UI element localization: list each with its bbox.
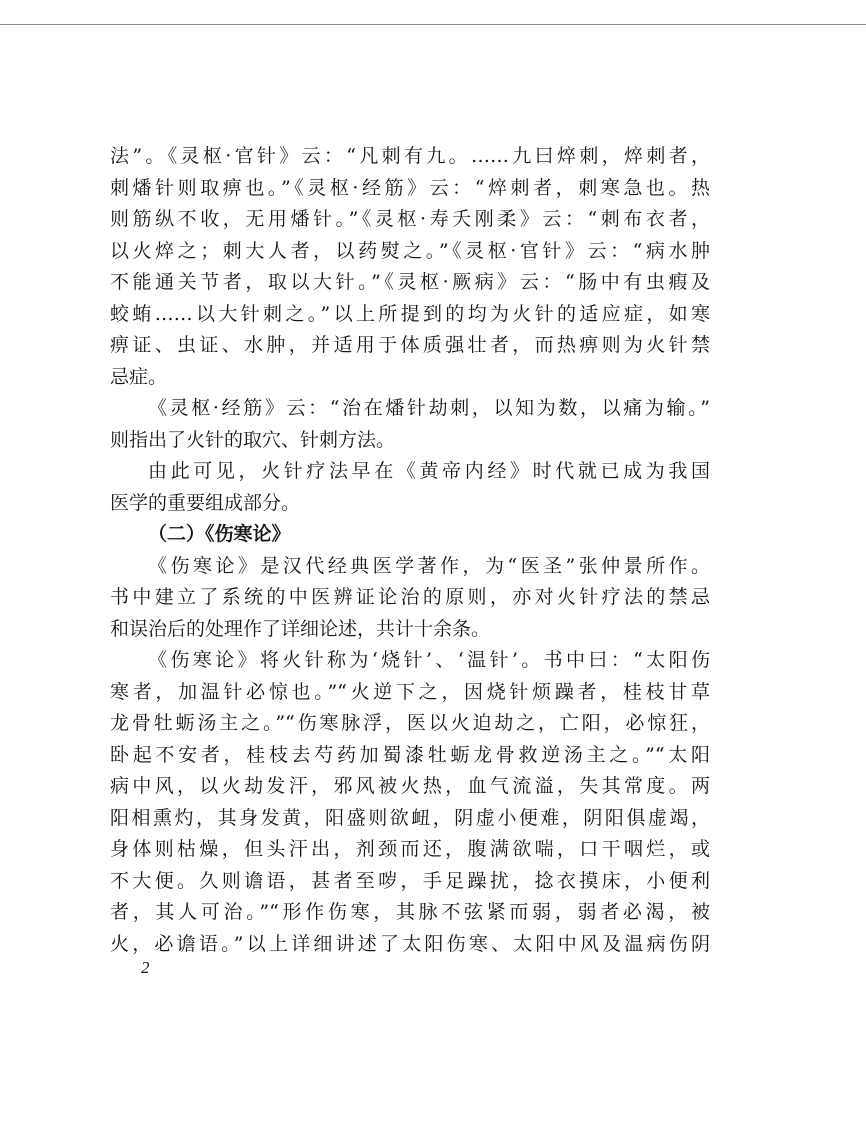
text-line: 法”。《灵枢·官针》云：“凡刺有九。……九曰焠刺，焠刺者， bbox=[110, 145, 710, 167]
text-line: 忌症。 bbox=[110, 365, 168, 388]
text-line: 卧起不安者，桂枝去芍药加蜀漆牡蛎龙骨救逆汤主之。”“太阳 bbox=[110, 743, 710, 766]
text-line: 书中建立了系统的中医辨证论治的原则，亦对火针疗法的禁忌 bbox=[110, 586, 710, 608]
section-heading: （二）《伤寒论》 bbox=[148, 523, 291, 545]
text-line: 病中风，以火劫发汗，邪风被火热，血气流溢，失其常度。两 bbox=[110, 775, 710, 797]
text-line: 龙骨牡蛎汤主之。”“伤寒脉浮，医以火迫劫之，亡阳，必惊狂， bbox=[110, 712, 710, 734]
text-line: 者，其人可治。”“形作伤寒，其脉不弦紧而弱，弱者必渴，被 bbox=[110, 901, 710, 923]
text-line: 寒者，加温针必惊也。”“火逆下之，因烧针烦躁者，桂枝甘草 bbox=[110, 680, 710, 703]
text-line: 身体则枯燥，但头汗出，剂颈而还，腹满欲喘，口干咽烂，或 bbox=[110, 838, 710, 860]
text-line: 则筋纵不收，无用燔针。”《灵枢·寿夭刚柔》云：“刺布衣者， bbox=[110, 208, 710, 230]
text-line: 则指出了火针的取穴、针刺方法。 bbox=[110, 428, 396, 451]
text-line: 由此可见，火针疗法早在《黄帝内经》时代就已成为我国 bbox=[148, 460, 710, 482]
text-line: 和误治后的处理作了详细论述，共计十余条。 bbox=[110, 617, 491, 640]
text-line: 痹证、虫证、水肿，并适用于体质强壮者，而热痹则为火针禁 bbox=[110, 334, 710, 356]
text-line: 火，必谵语。”以上详细讲述了太阳伤寒、太阳中风及温病伤阴 bbox=[110, 932, 710, 955]
text-line: 以火焠之；刺大人者，以药熨之。”《灵枢·官针》云：“病水肿 bbox=[110, 239, 710, 262]
page-body-text bbox=[110, 141, 710, 960]
text-line: 刺燔针则取痹也。”《灵枢·经筋》云：“焠刺者，刺寒急也。热 bbox=[110, 176, 710, 199]
text-line: 蛟蛕……以大针刺之。”以上所提到的均为火针的适应症，如寒 bbox=[110, 302, 710, 325]
text-line: 阳相熏灼，其身发黄，阳盛则欲衄，阴虚小便难，阴阳俱虚竭， bbox=[110, 806, 710, 829]
text-line: 不大便。久则谵语，甚者至哕，手足躁扰，捻衣摸床，小便利 bbox=[110, 869, 710, 892]
text-line: 《伤寒论》将火针称为‘烧针’、‘温针’。书中曰：“太阳伤 bbox=[148, 649, 710, 671]
text-line: 《伤寒论》是汉代经典医学著作，为“医圣”张仲景所作。 bbox=[148, 554, 710, 577]
text-line: 不能通关节者，取以大针。”《灵枢·厥病》云：“肠中有虫瘕及 bbox=[110, 271, 710, 293]
header-rule bbox=[0, 24, 866, 25]
text-line: 《灵枢·经筋》云：“治在燔针劫刺，以知为数，以痛为输。” bbox=[148, 397, 710, 419]
text-line: 医学的重要组成部分。 bbox=[110, 491, 301, 514]
page-number: 2 bbox=[141, 958, 150, 977]
